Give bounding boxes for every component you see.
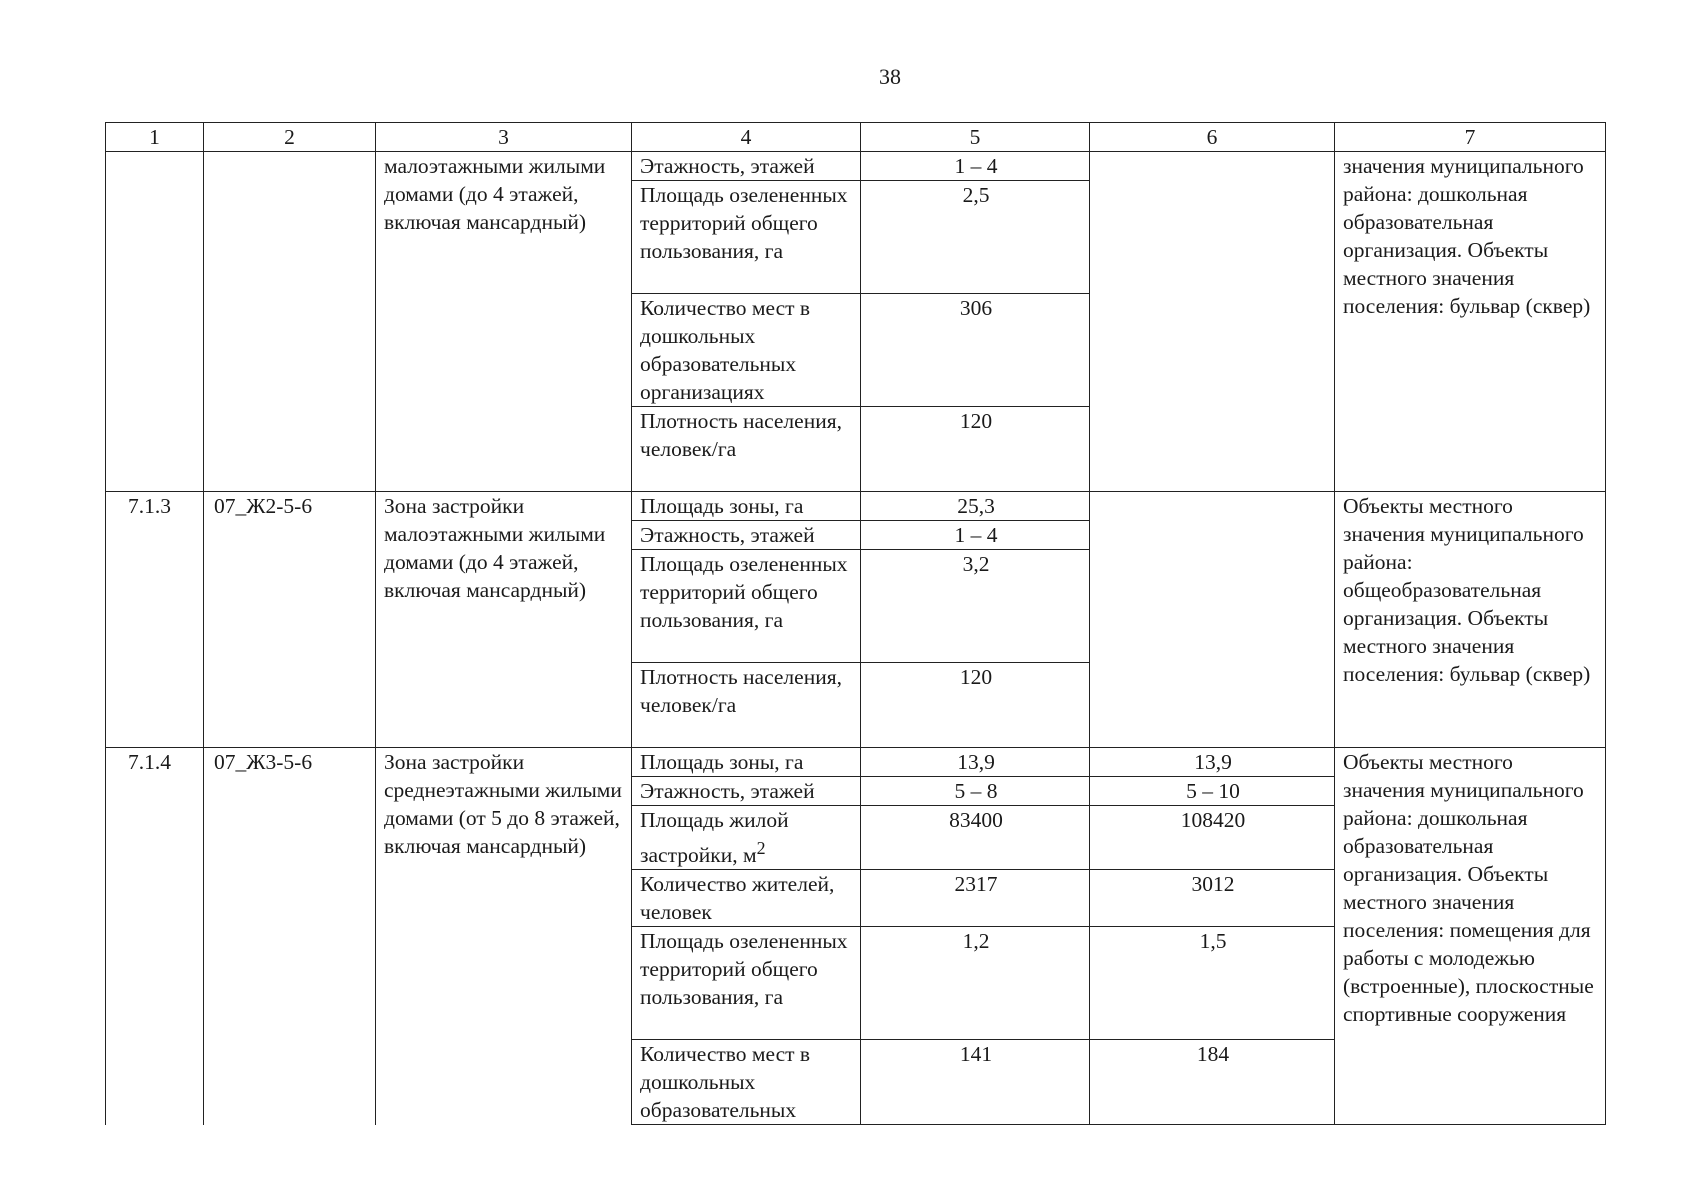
param-name: Этажность, этажей: [632, 152, 861, 181]
param-value-5: 2,5: [861, 181, 1090, 294]
param-value-5: 1 – 4: [861, 152, 1090, 181]
param-name: Количество жителей, человек: [632, 870, 861, 927]
param-name: Плотность населения, человек/га: [632, 663, 861, 748]
param-value-5: 1 – 4: [861, 521, 1090, 550]
zone-code: 07_Ж3-5-6: [204, 748, 376, 1125]
param-name: Количество мест в дошкольных образовательных организациях: [632, 294, 861, 407]
zone-objects: Объекты местного значения муниципального района: общеобразовательная организация. Объекты местного значения поселения: бульвар (сквер): [1335, 492, 1606, 748]
param-name: Площадь озелененных территорий общего пользования, га: [632, 550, 861, 663]
param-value-5: 120: [861, 407, 1090, 492]
param-value-6: 3012: [1090, 870, 1335, 927]
cont-objects: значения муниципального района: дошкольная образовательная организация. Объекты местного значения поселения: бульвар (сквер): [1335, 152, 1606, 492]
header-row: [106, 123, 1606, 152]
cont-num-cell: [106, 152, 204, 492]
col-header-5: 5: [861, 123, 1090, 152]
zone-objects: Объекты местного значения муниципального района: дошкольная образовательная организация. Объекты местного значения поселения: помещения для работы с молодежью (встроенные), плоскостные спортивные сооружения: [1335, 748, 1606, 1125]
zone-name: Зона застройки среднеэтажными жилыми домами (от 5 до 8 этажей, включая мансардный): [376, 748, 632, 1125]
param-value-6: [1090, 152, 1335, 492]
param-name: Площадь озелененных территорий общего пользования, га: [632, 181, 861, 294]
param-name: Площадь зоны, га: [632, 748, 861, 777]
param-value-5: 1,2: [861, 927, 1090, 1040]
unit-superscript: 2: [756, 838, 766, 858]
param-name: Плотность населения, человек/га: [632, 407, 861, 492]
param-value-5: 120: [861, 663, 1090, 748]
param-value-5: 83400: [861, 806, 1090, 870]
col-header-2: 2: [204, 123, 376, 152]
col-header-4: 4: [632, 123, 861, 152]
col-header-1: 1: [106, 123, 204, 152]
param-name: Этажность, этажей: [632, 777, 861, 806]
param-value-5: 3,2: [861, 550, 1090, 663]
param-value-5: 5 – 8: [861, 777, 1090, 806]
param-value-5: 306: [861, 294, 1090, 407]
param-value-6: 13,9: [1090, 748, 1335, 777]
table-row: [106, 748, 1606, 777]
param-value-6: 5 – 10: [1090, 777, 1335, 806]
zone-name: Зона застройки малоэтажными жилыми домами (до 4 этажей, включая мансардный): [376, 492, 632, 748]
param-value-5: 13,9: [861, 748, 1090, 777]
param-name-text: Количество мест в дошкольных: [640, 1042, 811, 1095]
param-value-5: 2317: [861, 870, 1090, 927]
col-header-7: 7: [1335, 123, 1606, 152]
row-number: 7.1.4: [106, 748, 204, 1125]
param-value-6: 184: [1090, 1040, 1335, 1125]
param-name: [632, 1040, 861, 1125]
param-name-text: Площадь жилой застройки, м: [640, 808, 789, 868]
table-row: [106, 492, 1606, 521]
param-name: Этажность, этажей: [632, 521, 861, 550]
param-value-6: 108420: [1090, 806, 1335, 870]
cont-code-cell: [204, 152, 376, 492]
col-header-3: 3: [376, 123, 632, 152]
param-value-6: 1,5: [1090, 927, 1335, 1040]
col-header-6: 6: [1090, 123, 1335, 152]
param-name: Площадь зоны, га: [632, 492, 861, 521]
zone-code: 07_Ж2-5-6: [204, 492, 376, 748]
param-name: Площадь озелененных территорий общего пользования, га: [632, 927, 861, 1040]
param-name: [632, 806, 861, 870]
row-number: 7.1.3: [106, 492, 204, 748]
param-value-5: 25,3: [861, 492, 1090, 521]
param-value-6: [1090, 492, 1335, 748]
cont-zone-name: малоэтажными жилыми домами (до 4 этажей, включая мансардный): [376, 152, 632, 492]
param-value-5: 141: [861, 1040, 1090, 1125]
table-row: [106, 152, 1606, 181]
zones-table: [105, 122, 1606, 1125]
param-name-tail: образовательных: [640, 1098, 797, 1123]
page-number: 38: [879, 64, 901, 89]
